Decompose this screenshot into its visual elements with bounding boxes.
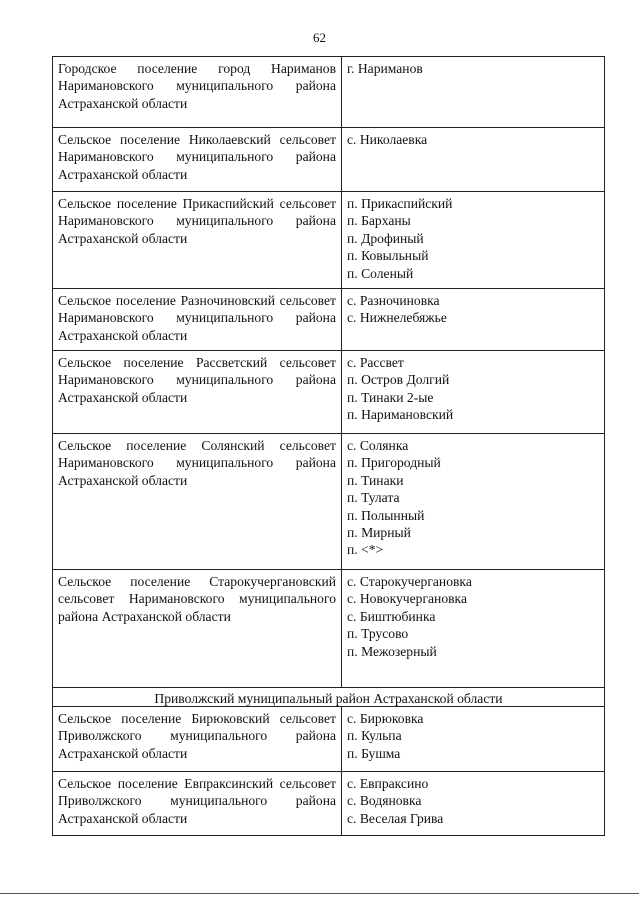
locality: п. Бушма [347,745,401,761]
table-row [53,289,605,351]
localities-cell [342,351,605,434]
locality: с. Рассвет [347,355,404,370]
locality: с. Биштюбинка [347,608,436,624]
locality: п. <*> [347,542,384,558]
settlement-name: Сельское поселение Разночиновский сельсовет Наримановского муниципального района Астраханской области [53,289,342,351]
table-row [53,192,605,289]
locality: г. Нариманов [347,61,423,76]
locality: с. Николаевка [347,132,428,147]
locality: п. Тинаки [347,472,404,488]
settlements-table-body [53,57,605,836]
localities-cell [342,570,605,688]
settlements-table [52,56,605,836]
locality: с. Нижнелебяжье [347,310,447,326]
localities-cell [342,707,605,772]
table-row [53,570,605,688]
bottom-rule [0,893,639,894]
locality: п. Полынный [347,507,425,523]
localities-cell [342,772,605,836]
locality: с. Бирюковка [347,711,424,726]
locality: с. Веселая Грива [347,810,444,826]
locality: п. Прикаспийский [347,196,453,211]
locality: п. Тулата [347,490,400,506]
locality: п. Барханы [347,213,411,229]
table-row [53,128,605,192]
settlement-name: Городское поселение город Нариманов Наримановского муниципального района Астраханской области [53,57,342,128]
settlement-name: Сельское поселение Рассветский сельсовет Наримановского муниципального района Астраханской области [53,351,342,434]
table-row [53,351,605,434]
localities-cell [342,57,605,128]
locality: с. Новокучергановка [347,591,467,607]
settlement-name: Сельское поселение Солянский сельсовет Наримановского муниципального района Астраханской области [53,434,342,570]
locality: п. Дрофиный [347,230,424,246]
localities-cell [342,192,605,289]
localities-cell [342,128,605,192]
settlement-name: Сельское поселение Бирюковский сельсовет Приволжского муниципального района Астраханской области [53,707,342,772]
locality: с. Разночиновка [347,293,440,308]
locality: п. Мирный [347,525,411,541]
locality: с. Солянка [347,438,409,453]
locality: с. Евпраксино [347,776,429,791]
settlement-name: Сельское поселение Николаевский сельсовет Наримановского муниципального района Астраханской области [53,128,342,192]
locality: с. Водяновка [347,793,422,809]
locality: п. Тинаки 2-ые [347,389,434,405]
settlement-name: Сельское поселение Евпраксинский сельсовет Приволжского муниципального района Астраханской области [53,772,342,836]
locality: п. Ковыльный [347,248,429,264]
table-row [53,434,605,570]
locality: с. Старокучергановка [347,574,472,589]
settlement-name: Сельское поселение Старокучергановский сельсовет Наримановского муниципального района Астраханской области [53,570,342,688]
table-row [53,707,605,772]
locality: п. Наримановский [347,407,454,423]
locality: п. Межозерный [347,643,437,659]
page-number: 62 [313,30,326,45]
table-row [53,57,605,128]
table-row [53,772,605,836]
locality: п. Соленый [347,265,414,281]
settlement-name: Сельское поселение Прикаспийский сельсовет Наримановского муниципального района Астраханской области [53,192,342,289]
locality: п. Пригородный [347,455,441,471]
locality: п. Кульпа [347,728,402,744]
localities-cell [342,289,605,351]
district-header: Приволжский муниципальный район Астраханской области [53,688,605,707]
locality: п. Остров Долгий [347,372,450,388]
locality: п. Трусово [347,626,409,642]
localities-cell [342,434,605,570]
district-header-row [53,688,605,707]
